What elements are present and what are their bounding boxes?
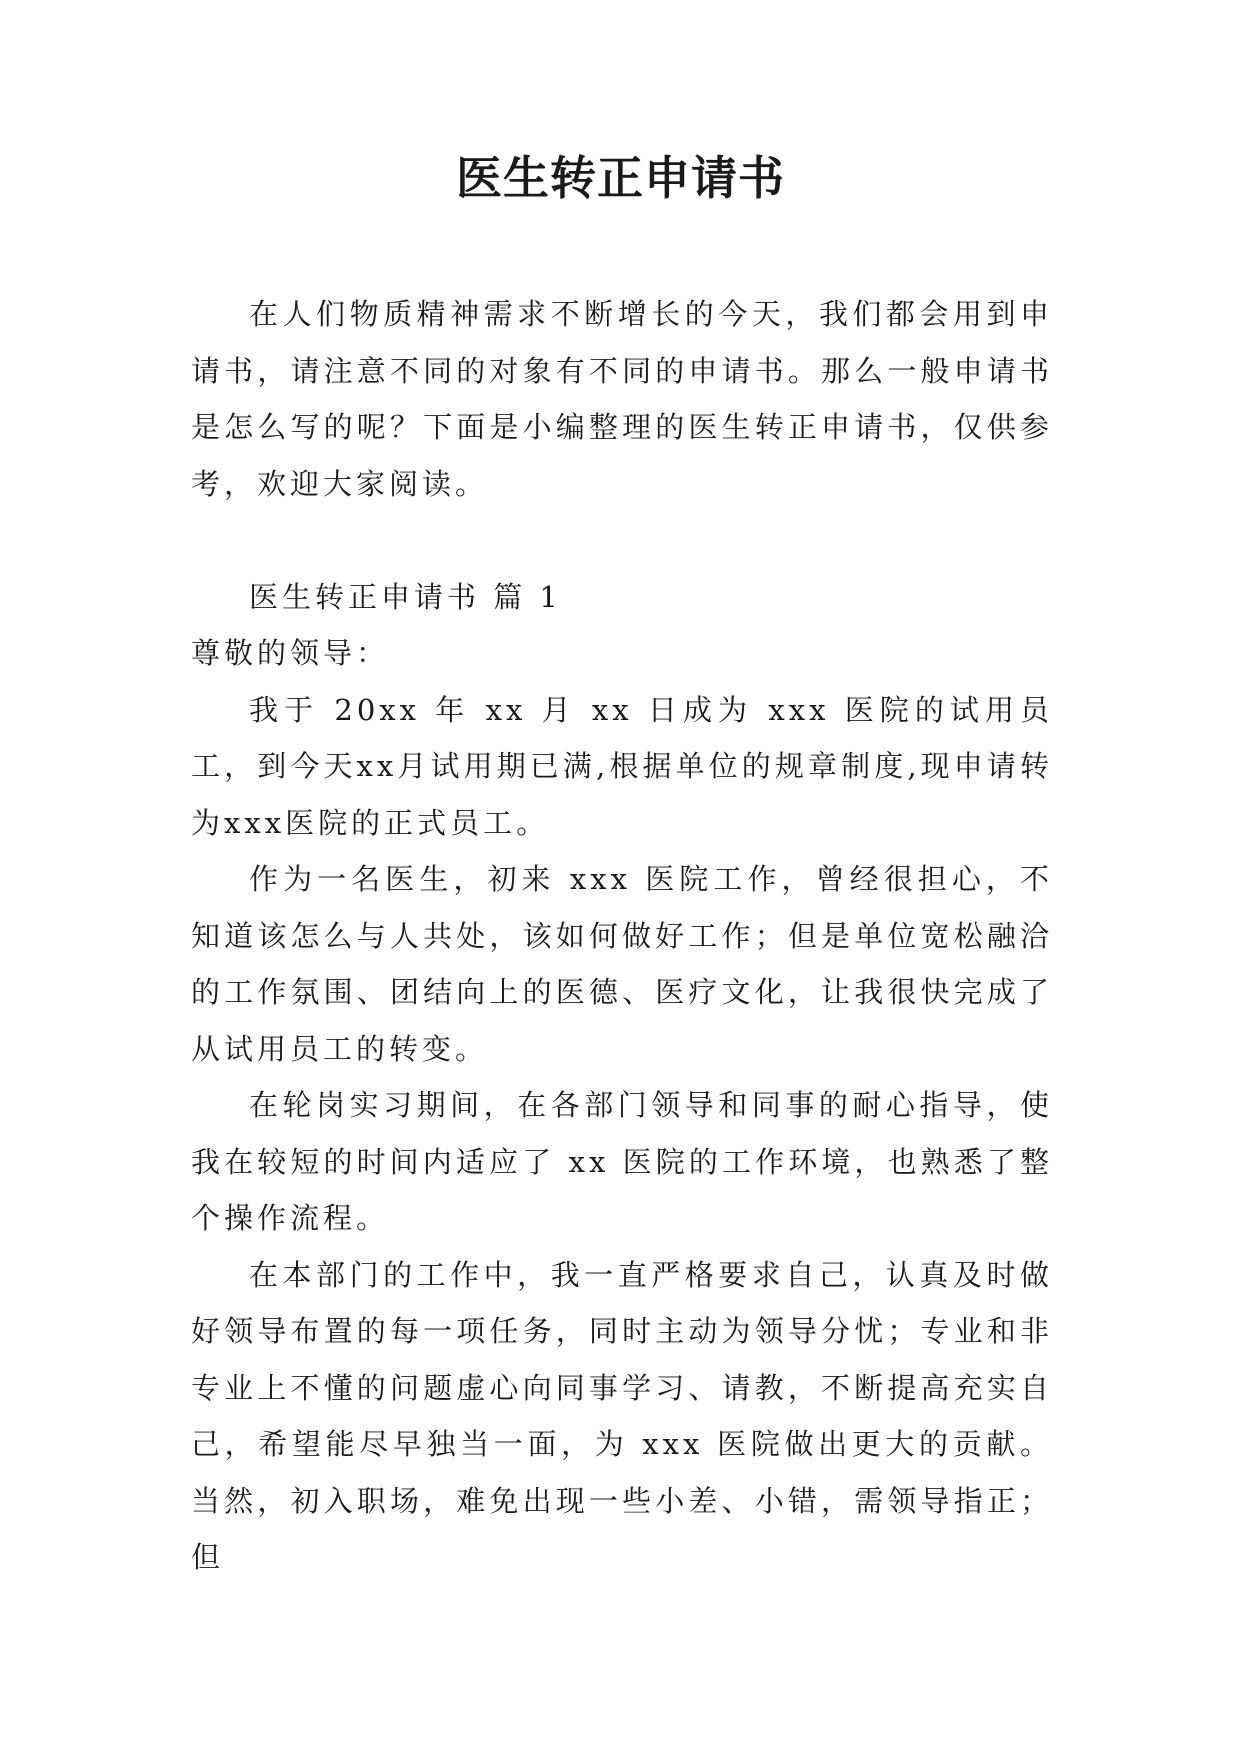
- salutation: 尊敬的领导：: [191, 636, 390, 670]
- paragraph-spacer: [191, 512, 1053, 569]
- body-paragraph-3: 在轮岗实习期间，在各部门领导和同事的耐心指导，使我在较短的时间内适应了 xx 医院的工作环境，也熟悉了整个操作流程。: [191, 1088, 1053, 1235]
- body-paragraph-2: 作为一名医生，初来 xxx 医院工作，曾经很担心，不知道该怎么与人共处，该如何做好工作；但是单位宽松融洽的工作氛围、团结向上的医德、医疗文化，让我很快完成了从试用员工的转变。: [191, 862, 1053, 1066]
- intro-paragraph: 在人们物质精神需求不断增长的今天，我们都会用到申请书，请注意不同的对象有不同的申请书。那么一般申请书是怎么写的呢？下面是小编整理的医生转正申请书，仅供参考，欢迎大家阅读。: [191, 297, 1053, 501]
- body-paragraph-4: 在本部门的工作中，我一直严格要求自己，认真及时做好领导布置的每一项任务，同时主动为领导分忧；专业和非专业上不懂的问题虚心向同事学习、请教，不断提高充实自己，希望能尽早独当一面，为 xxx 医院做出更大的贡献。当然，初入职场，难免出现一些小差、小错，需领导指正；但: [191, 1257, 1053, 1574]
- body-paragraph-1: 我于 20xx 年 xx 月 xx 日成为 xxx 医院的试用员工，到今天xx月试用期已满,根据单位的规章制度,现申请转为xxx医院的正式员工。: [191, 692, 1053, 840]
- document-body: [191, 286, 1053, 1586]
- document-title: 医生转正申请书: [456, 151, 785, 205]
- section-heading: 医生转正申请书 篇 1: [249, 579, 562, 614]
